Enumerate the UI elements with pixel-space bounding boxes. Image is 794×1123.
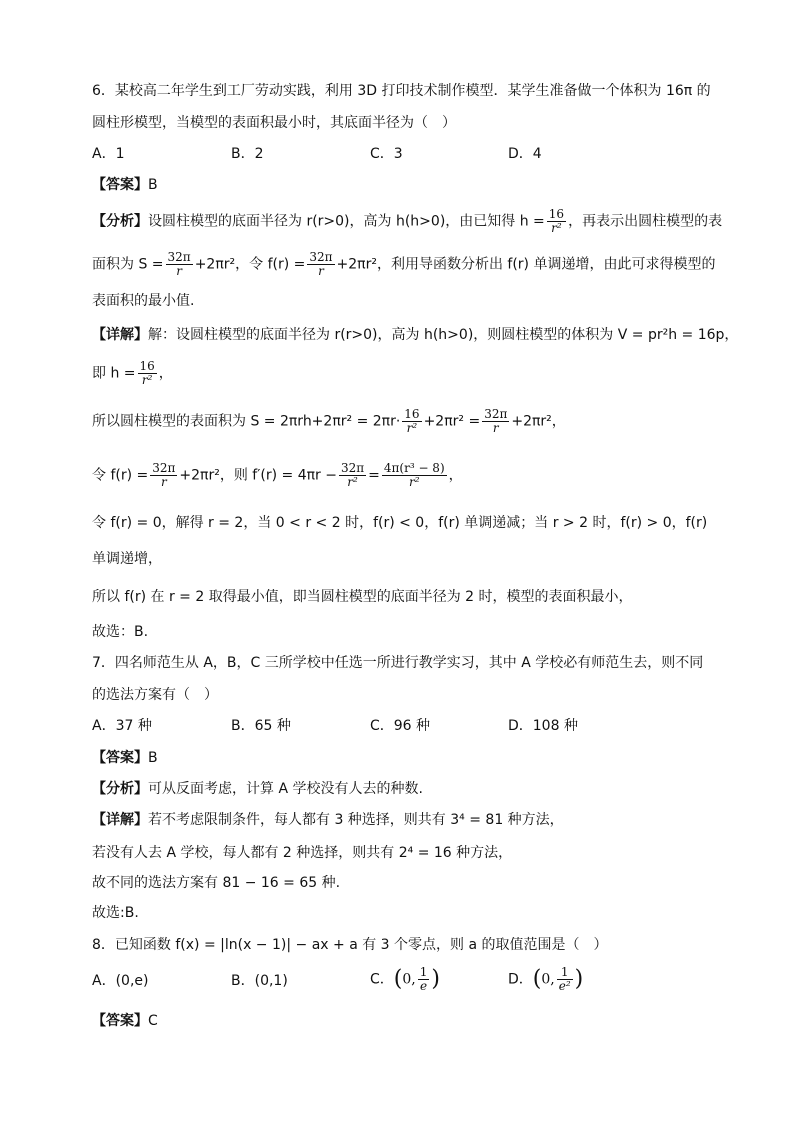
detail-tag: 【详解】: [92, 327, 148, 343]
q6-stem-line2: 圆柱形模型，当模型的表面积最小时，其底面半径为（ ）: [92, 115, 456, 131]
analysis-tag: 【分析】: [92, 781, 148, 797]
q6-analysis-line2: [92, 251, 715, 278]
answer-value: C: [148, 1013, 158, 1029]
q7-stem-line1: 7．四名师范生从 A，B，C 三所学校中任选一所进行教学实习，其中 A 学校必有师范生去，则不同: [92, 655, 704, 671]
q6-answer: [92, 174, 158, 196]
q7-option-c: C．96 种: [370, 718, 431, 734]
detail-text: +2πr²，: [511, 413, 566, 430]
analysis-text: 可从反面考虑，计算 A 学校没有人去的种数.: [148, 781, 423, 797]
q6-detail-line6: 单调递增，: [92, 551, 162, 567]
q8-stem: 8．已知函数 f(x) = |ln(x − 1)| − ax + a 有 3 个零点，则 a 的取值范围是（ ）: [92, 937, 608, 953]
q7-detail-line1: [92, 809, 564, 831]
q6-analysis-line3: 表面积的最小值.: [92, 293, 195, 309]
detail-text: +2πr² =: [423, 413, 481, 430]
q6-option-a: A．1: [92, 146, 125, 162]
fraction: $\frac{32\pi}{r}$: [152, 461, 176, 489]
q6-detail-line2: [92, 360, 173, 387]
q8-option-d: D．(0, $\frac{1}{\text{e²}}$ ): [508, 965, 584, 993]
detail-text: 解：设圆柱模型的底面半径为 r(r>0)，高为 h(h>0)，则圆柱模型的体积为 V = pr²h = 16p，: [148, 327, 739, 343]
answer-value: B: [148, 750, 158, 766]
q7-option-a: A．37 种: [92, 718, 152, 734]
analysis-text: 设圆柱模型的底面半径为 r(r>0)，高为 h(h>0)，由已知得 h =: [148, 213, 545, 230]
detail-tag: 【详解】: [92, 812, 148, 828]
answer-tag: 【答案】: [92, 1013, 148, 1029]
fraction: $\frac{32\pi}{r}$: [309, 250, 333, 278]
q8-option-b: B．(0,1): [231, 973, 288, 989]
fraction: $\frac{\text{4π(r³ − 8)}}{\text{r²}}$: [383, 461, 445, 489]
detail-text: ，: [448, 467, 463, 484]
analysis-text: +2πr²，令 f(r) =: [194, 256, 306, 273]
detail-text: 令 f(r) =: [92, 467, 149, 484]
q8-options: [92, 966, 732, 1002]
q8-answer: [92, 1010, 158, 1032]
analysis-text: ，再表示出圆柱模型的表: [568, 213, 723, 230]
q7-conclusion: 故选:B.: [92, 905, 139, 921]
fraction: $\frac{32\pi}{r}$: [167, 250, 191, 278]
q7-answer: [92, 747, 158, 769]
q6-stem-line1: 6．某校高二年学生到工厂劳动实践，利用 3D 打印技术制作模型．某学生准备做一个体积为 16π 的: [92, 83, 711, 99]
q7-option-d: D．108 种: [508, 718, 578, 734]
analysis-text: 面积为 S =: [92, 256, 164, 273]
fraction: $\frac{16}{\text{r²}}$: [139, 359, 155, 387]
q6-option-b: B．2: [231, 146, 264, 162]
analysis-tag: 【分析】: [92, 213, 148, 230]
detail-text: =: [368, 467, 380, 484]
fraction: $\frac{32\pi}{\text{r²}}$: [340, 461, 365, 489]
q6-detail-line4: [92, 462, 463, 489]
q7-analysis: [92, 778, 423, 800]
q7-option-b: B．65 种: [231, 718, 291, 734]
fraction: $\frac{16}{\text{r²}}$: [548, 207, 565, 235]
detail-text: ，: [158, 365, 173, 382]
q6-detail-line1: [92, 324, 738, 346]
fraction: $\frac{32\pi}{r}$: [484, 407, 508, 435]
q7-stem-line2: 的选法方案有（ ）: [92, 687, 218, 703]
q7-detail-line3: 故不同的选法方案有 81 − 16 = 65 种.: [92, 875, 341, 891]
detail-text: +2πr²，则 f′(r) = 4πr −: [179, 467, 337, 484]
detail-text: 若不考虑限制条件，每人都有 3 种选择，则共有 3⁴ = 81 种方法，: [148, 812, 564, 828]
q7-detail-line2: 若没有人去 A 学校，每人都有 2 种选择，则共有 2⁴ = 16 种方法，: [92, 845, 513, 861]
q8-option-c: C．(0, $\frac{1}{e}$ ): [370, 965, 440, 993]
answer-tag: 【答案】: [92, 177, 148, 193]
detail-text: 即 h =: [92, 365, 136, 382]
q6-detail-line5: 令 f(r) = 0，解得 r = 2，当 0 < r < 2 时，f(r) < 0，f(r) 单调递减；当 r > 2 时，f(r) > 0，f(r): [92, 515, 708, 531]
q6-analysis-line1: [92, 208, 722, 235]
q6-detail-line3: [92, 408, 566, 435]
detail-text: 所以圆柱模型的表面积为 S = 2πrh+2πr² = 2πr·: [92, 413, 401, 430]
q6-option-c: C．3: [370, 146, 403, 162]
q8-option-a: A．(0,e): [92, 973, 149, 989]
q6-conclusion: 故选：B.: [92, 624, 149, 640]
q6-detail-line7: 所以 f(r) 在 r = 2 取得最小值，即当圆柱模型的底面半径为 2 时，模型的表面积最小，: [92, 589, 633, 605]
answer-tag: 【答案】: [92, 750, 148, 766]
analysis-text: +2πr²，利用导函数分析出 f(r) 单调递增，由此可求得模型的: [336, 256, 716, 273]
fraction: $\frac{16}{\text{r²}}$: [404, 407, 420, 435]
answer-value: B: [148, 177, 158, 193]
q6-option-d: D．4: [508, 146, 542, 162]
